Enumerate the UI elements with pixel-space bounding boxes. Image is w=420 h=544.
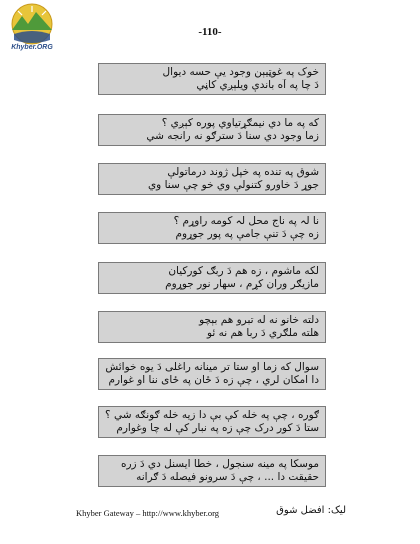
footer-source: Khyber Gateway – http://www.khyber.org: [76, 508, 220, 518]
verse-box: [98, 63, 326, 95]
verse-box: [98, 311, 326, 343]
verse-box: [98, 262, 326, 294]
footer-author: ليک: افضل شوق: [276, 505, 346, 516]
verse-box: [98, 455, 326, 487]
verse-line: هلته ملګري دَ ربا هم نه ئو: [206, 327, 319, 339]
verse-line: حقيقت دا ... ، چې دَ سرونو فيصله دَ ګرانه: [136, 471, 319, 483]
verse-box: [98, 358, 326, 390]
verse-line: که په ما دي نيمګړتياوي پوره کېږي ؟: [161, 117, 319, 129]
verse-line: زما وجود دي سنا دَ سترګو نه رانجه شي: [146, 130, 319, 142]
verse-box: [98, 406, 326, 438]
verse-line: ستا دَ کور درک چې زه په نبار کې له چا وغوارم: [116, 422, 319, 434]
verse-line: شوق په تنده په خپل ژوند درماتولې: [167, 166, 319, 178]
verse-line: دا امکان لري ، چې زه دَ ځان په ځای ننا او غوارم: [108, 374, 319, 386]
verse-line: نا لہ په ناج محل لہ کومه راوړم ؟: [173, 215, 319, 227]
verse-line: دلته خانو نه له تبرو هم بېچو: [199, 314, 319, 326]
verse-line: مازيګر وران کړم ، سهار نور جوړوم: [165, 278, 319, 290]
khyber-logo: [6, 2, 58, 48]
verse-box: [98, 163, 326, 195]
verse-line: جوړ دَ خاورو کتنولې وي خو چې سنا وي: [147, 179, 319, 191]
verse-line: موسکا په مينه سنجول ، خطا ايسنل دي دَ زره: [120, 458, 319, 470]
verse-line: خوک په غوټيېن وجود يې حسه ديوال: [162, 66, 319, 78]
verse-line: دَ چا په آه باندې ويلېږي کاڼي: [196, 79, 319, 91]
verse-line: ګوره ، چې په خله کې بې دا زيه خله ګونګه شي ؟: [105, 409, 319, 421]
page-number: -110-: [198, 26, 222, 38]
verse-line: زه چې دَ تنې جامې په پور جوړوم: [175, 228, 319, 240]
verse-box: [98, 212, 326, 244]
logo-text: Khyber.ORG: [11, 44, 53, 51]
verse-box: [98, 114, 326, 146]
verse-line: لکه ماشوم ، زه هم دَ ربګ کورکيان: [168, 265, 319, 277]
verse-line: سوال که زما او ستا تر مينانه راغلى دَ يوه خوائش: [105, 361, 319, 373]
